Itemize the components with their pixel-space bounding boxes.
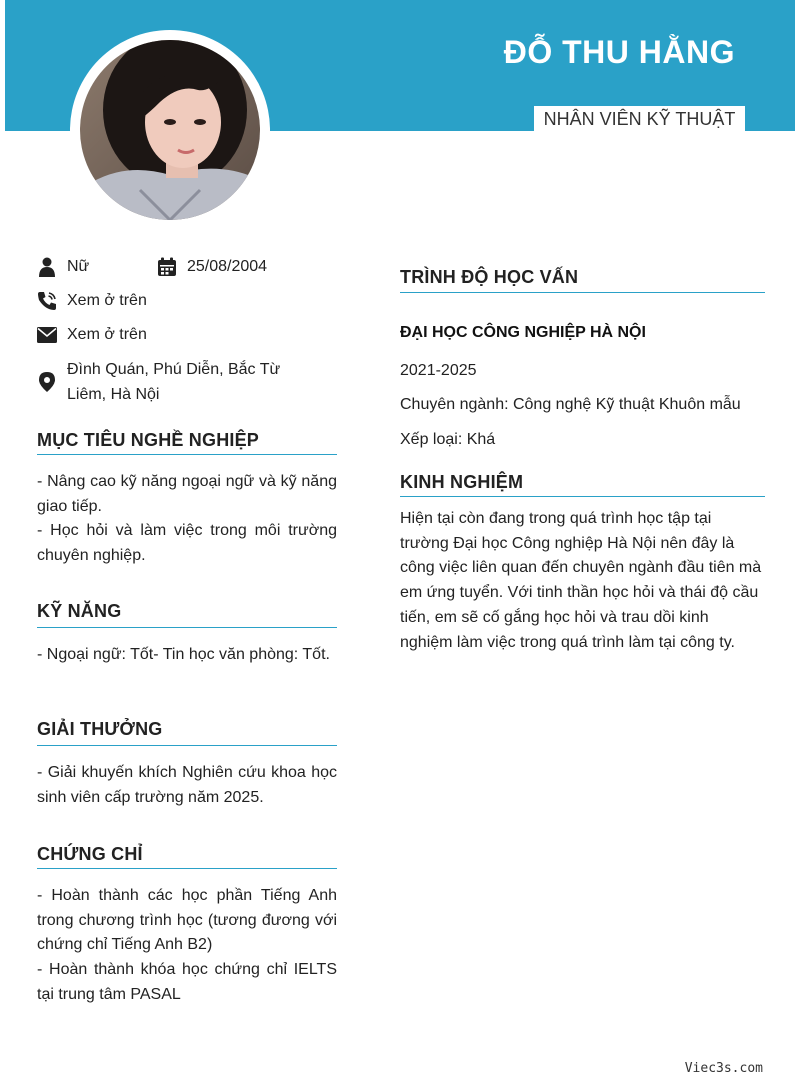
contact-email bbox=[37, 322, 147, 347]
certificates-line: - Hoàn thành các học phần Tiếng Anh trong chương trình học (tương đương với chứng chỉ Tiếng Anh B2) bbox=[37, 887, 337, 954]
education-title: TRÌNH ĐỘ HỌC VẤN bbox=[400, 267, 579, 287]
education-school: ĐẠI HỌC CÔNG NGHIỆP HÀ NỘI bbox=[400, 324, 646, 341]
awards-line: - Giải khuyến khích Nghiên cứu khoa học sinh viên cấp trường năm 2025. bbox=[37, 764, 337, 806]
objective-text bbox=[37, 470, 337, 569]
education-grade: Xếp loại: Khá bbox=[400, 431, 496, 448]
email-value: Xem ở trên bbox=[67, 326, 147, 343]
avatar-photo bbox=[80, 40, 260, 220]
contact-birthdate bbox=[157, 254, 267, 279]
awards-title: GIẢI THƯỞNG bbox=[37, 719, 163, 739]
experience-divider bbox=[400, 496, 765, 497]
certificates-line: - Hoàn thành khóa học chứng chỉ IELTS tại trung tâm PASAL bbox=[37, 961, 337, 1003]
education-divider bbox=[400, 292, 765, 293]
envelope-icon bbox=[37, 322, 57, 347]
contact-phone bbox=[37, 288, 147, 313]
education-major: Chuyên ngành: Công nghệ Kỹ thuật Khuôn mẫu bbox=[400, 396, 741, 413]
objective-divider bbox=[37, 454, 337, 455]
person-icon bbox=[37, 254, 57, 279]
skills-line: - Ngoại ngữ: Tốt- Tin học văn phòng: Tốt. bbox=[37, 646, 330, 663]
job-title: NHÂN VIÊN KỸ THUẬT bbox=[534, 106, 745, 133]
objective-line: - Học hỏi và làm việc trong môi trường chuyên nghiệp. bbox=[37, 522, 337, 565]
objective-line: - Nâng cao kỹ năng ngoại ngữ và kỹ năng giao tiếp. bbox=[37, 473, 337, 515]
education-years: 2021-2025 bbox=[400, 362, 477, 379]
objective-title: MỤC TIÊU NGHỀ NGHIỆP bbox=[37, 430, 260, 450]
calendar-icon bbox=[157, 254, 177, 279]
address-value: Đình Quán, Phú Diễn, Bắc Từ Liêm, Hà Nội bbox=[67, 361, 281, 403]
map-pin-icon bbox=[37, 357, 57, 407]
skills-divider bbox=[37, 627, 337, 628]
skills-title: KỸ NĂNG bbox=[37, 601, 122, 621]
certificates-title: CHỨNG CHỈ bbox=[37, 844, 143, 864]
candidate-name: ĐỖ THU HẰNG bbox=[503, 34, 735, 70]
skills-text bbox=[37, 643, 337, 668]
phone-value: Xem ở trên bbox=[67, 292, 147, 309]
awards-divider bbox=[37, 745, 337, 746]
certificates-text bbox=[37, 884, 337, 1008]
awards-text bbox=[37, 761, 337, 810]
avatar bbox=[80, 40, 260, 220]
gender-value: Nữ bbox=[67, 258, 90, 275]
experience-text: Hiện tại còn đang trong quá trình học tập tại trường Đại học Công nghiệp Hà Nội nên đây là công việc liên quan đến chuyên ngành đầu tiên mà em ứng tuyển. Với tinh thần học hỏi và thái độ cầu tiến, em sẽ cố gắng học hỏi và trau dồi kinh nghiệm làm việc trong quá trình làm tại công ty. bbox=[400, 510, 762, 651]
watermark-footer: Viec3s.com bbox=[684, 1061, 763, 1076]
certificates-divider bbox=[37, 868, 337, 869]
experience-title: KINH NGHIỆM bbox=[400, 472, 524, 492]
contact-gender bbox=[37, 254, 89, 279]
birthdate-value: 25/08/2004 bbox=[187, 258, 268, 275]
phone-icon bbox=[37, 288, 57, 313]
contact-address bbox=[37, 357, 307, 407]
